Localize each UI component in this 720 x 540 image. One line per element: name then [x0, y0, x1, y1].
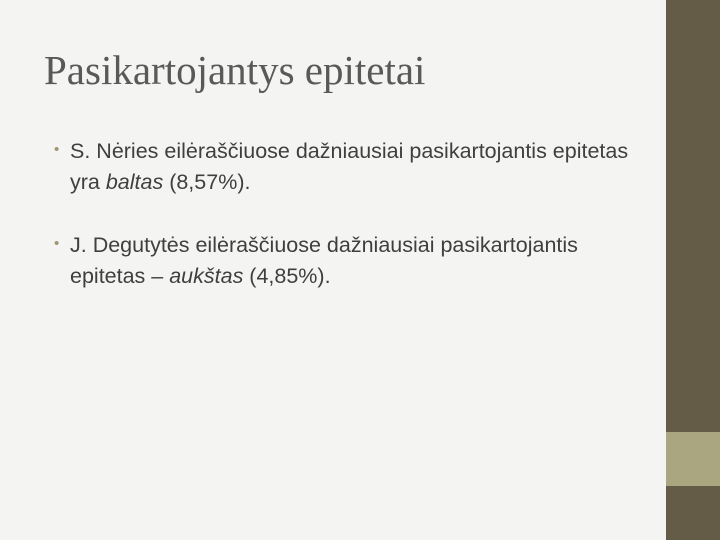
slide-title: Pasikartojantys epitetai [44, 47, 426, 93]
bullet-item [54, 230, 654, 292]
bullet-text-end: (8,57%). [163, 170, 251, 194]
bullet-text-end: (4,85%). [243, 264, 331, 288]
bullet-list [54, 136, 654, 324]
bullet-dot-icon: • [54, 235, 60, 252]
sidebar-band-accent [666, 432, 720, 486]
sidebar-band-bottom [666, 486, 720, 540]
bullet-emphasis: aukštas [169, 264, 244, 288]
bullet-text: S. Nėries eilėraščiuose dažniausiai pasikartojantis epitetas yra [70, 139, 629, 194]
bullet-dot-icon: • [54, 141, 60, 158]
bullet-item [54, 136, 654, 198]
bullet-emphasis: baltas [105, 170, 164, 194]
sidebar-band-top [666, 0, 720, 432]
bullet-text: J. Degutytės eilėraščiuose dažniausiai pasikartojantis epitetas – [70, 233, 578, 288]
